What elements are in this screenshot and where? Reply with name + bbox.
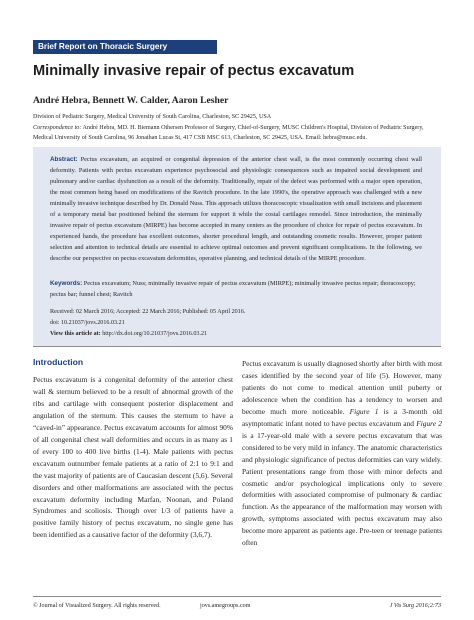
dates-line: Received: 02 March 2016; Accepted: 22 March 2016; Published: 05 April 2016. [50,309,246,315]
abstract-label: Abstract: [50,156,78,163]
figure-1-ref: Figure 1 [349,406,379,416]
footer-website: jovs.amegroups.com [200,603,251,609]
footer-copyright: © Journal of Visualized Surgery. All rights reserved. [33,603,161,609]
intro-right-column [242,358,442,549]
view-article-label: View this article at: [50,330,101,337]
abstract-body: Pectus excavatum, an acquired or congenital depression of the anterior chest wall, is the most commonly occurring chest wall deformity. Patients with pectus excavatum experience psychosocial and physiologic consequences such as impaired social development and pulmonary and/or cardiac dysfunction as a result of the deformity. Traditionally, repair of the defect was performed with a major open operation, the most common being based on modifications of the Ravitch procedure. In the late 1990's, the operative approach was challenged with a new minimally invasive technique described by Dr. Donald Nuss. This approach utilizes thoracoscopic visualization with small incisions and placement of a temporary metal bar positioned behind the sternum for support it while the costal cartilages remodel. Since introduction, the minimally invasive repair of pectus excavatum (MIRPE) has become accepted in many centers as the procedure of choice for repair of pectus excavatum. In experienced hands, the procedure has excellent outcomes, shorter procedural length, and outstanding cosmetic results. However, proper patient selection and attention to technical details are essential to achieve optimal outcomes and prevent significant complications. In the following, we describe our perspective on pectus excavatum deformities, operative planning, and technical details of the MIRPE procedure. [50,156,423,262]
intro-right-a: Pectus excavatum is usually diagnosed shortly after birth with most cases identified by the second year of life (5). However, many patients do not come to medical attention until puberty or adolescence when the condition has a tendency to worsen and become much more noticeable. [242,359,442,416]
intro-right-c: is a 17-year-old male with a severe pectus excavatum that was considered to be very mild in infancy. The anatomic characteristics and physiologic significance of pectus deformities can vary widely. Patient presentations range from those with minor defects and cosmetic and/or psychological implications only to severe deformities with associated compromise of pulmonary & cardiac function. As the appearance of the malformation may worsen with growth, symptoms associated with pectus excavatum may also become more apparent as patients age. Pre-teen or teenage patients often [242,430,442,548]
correspondence-label: Correspondence to: [33,124,82,131]
introduction-heading: Introduction [33,357,84,367]
intro-right-b: is a 3-month old asymptomatic infant noted to have pectus excavatum and [242,406,442,428]
intro-left-column: Pectus excavatum is a congenital deformity of the anterior chest wall & sternum believed to be a result of abnormal growth of the ribs and cartilage with consequent posterior displacement and angulation of the sternum. This causes the sternum to have a “caved-in” appearance. Pectus excavatum accounts for almost 90% of all congenital chest wall deformities and occurs in as many as 1 of every 100 to 400 live births (1-4). Male patients with pectus excavatum outnumber female patients at a ratio of 2:1 to 9:1 and the vast majority of patients are of Caucasian descent (5,6). Several disorders and other malformations are associated with the pectus excavatum deformity including Marfan, Noonan, and Poland Syndromes and scoliosis. Though over 1/3 of patients have a positive family history of pectus excavatum, no single gene has been identified as a causative factor of the deformity (3,6,7). [33,375,233,540]
view-article-line [50,329,422,340]
footer-citation: J Vis Surg 2016;2:73 [389,603,441,609]
affiliation: Division of Pediatric Surgery, Medical University of South Carolina, Charleston, SC 29425, USA [33,114,272,120]
keywords-label: Keywords: [50,280,83,287]
keywords [50,279,422,301]
section-divider [33,346,441,347]
footer-divider [33,596,441,597]
author-list: André Hebra, Bennett W. Calder, Aaron Lesher [33,95,229,106]
publication-dates [50,307,422,339]
figure-2-ref: Figure 2 [416,418,442,428]
doi-line: doi: 10.21037/jovs.2016.03.21 [50,319,125,326]
keywords-body: Pectus excavatum; Nuss; minimally invasive repair of pectus excavatum (MIRPE); minimally invasive pectus repair; thoracoscopy; pectus bar; funnel chest; Ravitch [50,280,416,298]
correspondence [33,123,441,144]
correspondence-text: André Hebra, MD. H. Biemann Othersen Professor of Surgery, Chief-of-Surgery, MUSC Children's Hospital, Division of Pediatric Surgery, Medical University of South Carolina, 96 Jonathan Lucas St, 417 CSB MSC 613, Charleston, SC 29425, USA. Email: hebra@musc.edu. [33,124,424,142]
article-title: Minimally invasive repair of pectus excavatum [33,63,355,79]
abstract [50,155,422,265]
view-article-link[interactable]: http://dx.doi.org/10.21037/jovs.2016.03.21 [102,330,208,337]
affiliation-block [33,112,441,144]
section-tag: Brief Report on Thoracic Surgery [33,40,217,54]
